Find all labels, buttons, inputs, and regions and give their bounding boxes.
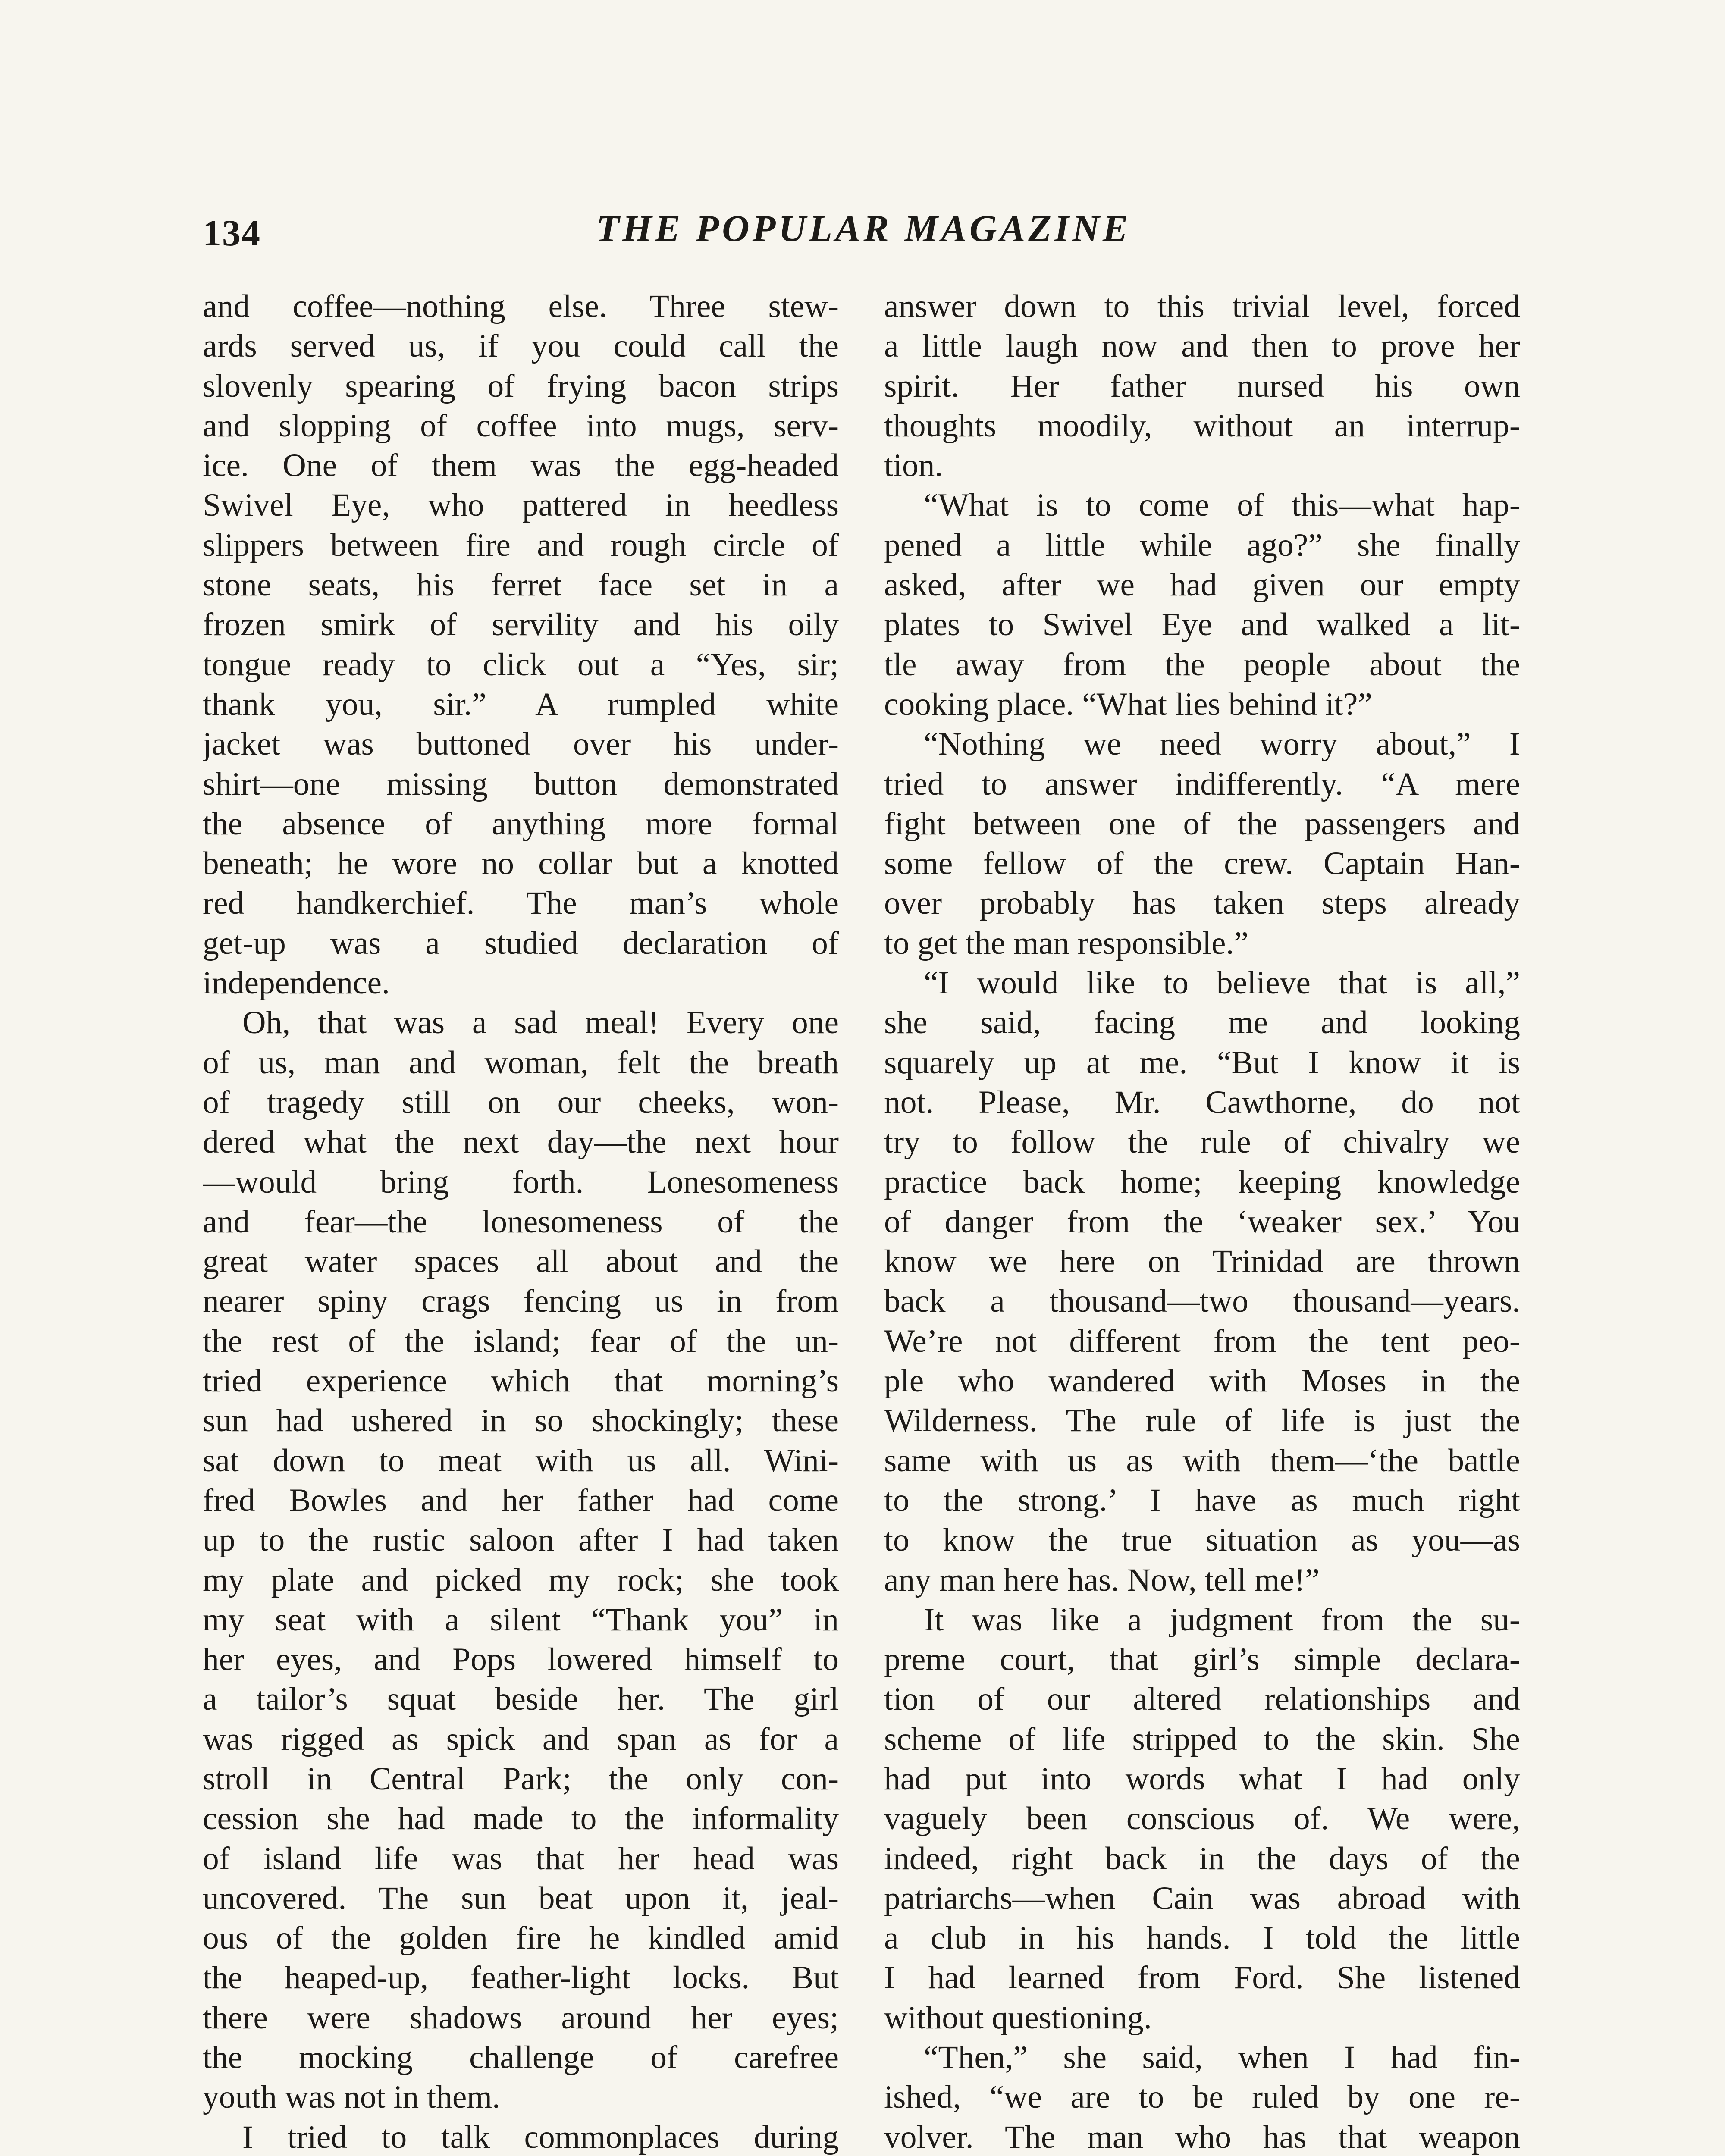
- text-line: and fear—the lonesomeness of the: [203, 1203, 839, 1240]
- text-line: same with us as with them—‘the battle: [884, 1442, 1520, 1479]
- text-line: tried to answer indifferently. “A mere: [884, 766, 1520, 802]
- page-header: [203, 207, 1524, 267]
- text-line: Oh, that was a sad meal! Every one: [242, 1005, 839, 1041]
- text-line: the heaped-up, feather-light locks. But: [203, 1960, 839, 1996]
- text-line: she said, facing me and looking: [884, 1005, 1520, 1041]
- text-line: It was like a judgment from the su-: [924, 1601, 1520, 1638]
- text-line: to know the true situation as you—as: [884, 1522, 1520, 1558]
- text-line: not. Please, Mr. Cawthorne, do not: [884, 1084, 1520, 1120]
- text-line: nearer spiny crags fencing us in from: [203, 1283, 839, 1319]
- text-line: get-up was a studied declaration of: [203, 925, 839, 961]
- text-line: tle away from the people about the: [884, 646, 1520, 683]
- text-line: sat down to meat with us all. Wini-: [203, 1442, 839, 1479]
- text-line: slippers between fire and rough circle of: [203, 527, 839, 563]
- text-line: indeed, right back in the days of the: [884, 1840, 1520, 1877]
- text-column-right: [884, 287, 1520, 2156]
- text-line: answer down to this trivial level, forced: [884, 288, 1520, 324]
- text-line: stroll in Central Park; the only con-: [203, 1761, 839, 1797]
- text-line: red handkerchief. The man’s whole: [203, 885, 839, 921]
- text-line: ple who wandered with Moses in the: [884, 1363, 1520, 1399]
- text-line: tried experience which that morning’s: [203, 1363, 839, 1399]
- text-line: preme court, that girl’s simple declara-: [884, 1642, 1520, 1678]
- text-line: tion.: [884, 448, 943, 484]
- text-line: ished, “we are to be ruled by one re-: [884, 2079, 1520, 2115]
- text-line: jacket was buttoned over his under-: [203, 726, 839, 762]
- text-line: back a thousand—two thousand—years.: [884, 1283, 1520, 1319]
- text-line: beneath; he wore no collar but a knotted: [203, 846, 839, 882]
- text-line: pened a little while ago?” she finally: [884, 527, 1520, 563]
- text-line: her eyes, and Pops lowered himself to: [203, 1642, 839, 1678]
- text-line: cooking place. “What lies behind it?”: [884, 686, 1373, 722]
- text-line: Swivel Eye, who pattered in heedless: [203, 487, 839, 523]
- text-line: volver. The man who has that weapon: [884, 2119, 1520, 2155]
- text-line: cession she had made to the informality: [203, 1801, 839, 1837]
- running-head: THE POPULAR MAGAZINE: [596, 208, 1131, 250]
- text-line: a tailor’s squat beside her. The girl: [203, 1681, 839, 1717]
- text-line: and slopping of coffee into mugs, serv-: [203, 407, 839, 444]
- text-line: the absence of anything more formal: [203, 805, 839, 842]
- text-line: there were shadows around her eyes;: [203, 1999, 839, 2036]
- text-line: spirit. Her father nursed his own: [884, 368, 1520, 404]
- text-line: and coffee—nothing else. Three stew-: [203, 288, 839, 324]
- text-line: shirt—one missing button demonstrated: [203, 766, 839, 802]
- text-line: of us, man and woman, felt the breath: [203, 1044, 839, 1081]
- text-line: tion of our altered relationships and: [884, 1681, 1520, 1717]
- text-line: dered what the next day—the next hour: [203, 1124, 839, 1160]
- text-line: Wilderness. The rule of life is just the: [884, 1403, 1520, 1439]
- text-line: of danger from the ‘weaker sex.’ You: [884, 1203, 1520, 1240]
- text-line: tongue ready to click out a “Yes, sir;: [203, 646, 839, 683]
- text-line: ice. One of them was the egg-headed: [203, 448, 839, 484]
- text-line: know we here on Trinidad are thrown: [884, 1244, 1520, 1280]
- text-line: of island life was that her head was: [203, 1840, 839, 1877]
- text-line: ous of the golden fire he kindled amid: [203, 1920, 839, 1956]
- text-line: to the strong.’ I have as much right: [884, 1482, 1520, 1518]
- text-line: up to the rustic saloon after I had taken: [203, 1522, 839, 1558]
- text-line: my seat with a silent “Thank you” in: [203, 1601, 839, 1638]
- text-line: fred Bowles and her father had come: [203, 1482, 839, 1518]
- text-line: over probably has taken steps already: [884, 885, 1520, 921]
- text-line: “What is to come of this—what hap-: [924, 487, 1520, 523]
- text-line: vaguely been conscious of. We were,: [884, 1801, 1520, 1837]
- text-line: ards served us, if you could call the: [203, 328, 839, 364]
- text-line: I had learned from Ford. She listened: [884, 1960, 1520, 1996]
- text-line: I tried to talk commonplaces during: [242, 2119, 839, 2155]
- text-line: youth was not in them.: [203, 2079, 500, 2115]
- text-line: stone seats, his ferret face set in a: [203, 567, 839, 603]
- text-line: sun had ushered in so shockingly; these: [203, 1403, 839, 1439]
- text-line: We’re not different from the tent peo-: [884, 1323, 1520, 1359]
- text-line: —would bring forth. Lonesomeness: [203, 1164, 839, 1200]
- text-line: a club in his hands. I told the little: [884, 1920, 1520, 1956]
- text-line: thoughts moodily, without an interrup-: [884, 407, 1520, 444]
- text-line: independence.: [203, 965, 390, 1001]
- text-line: thank you, sir.” A rumpled white: [203, 686, 839, 722]
- text-line: “Nothing we need worry about,” I: [924, 726, 1520, 762]
- text-line: to get the man responsible.”: [884, 925, 1248, 961]
- text-column-left: [203, 287, 839, 2156]
- text-line: “I would like to believe that is all,”: [924, 965, 1520, 1001]
- text-line: the rest of the island; fear of the un-: [203, 1323, 839, 1359]
- text-line: slovenly spearing of frying bacon strips: [203, 368, 839, 404]
- text-line: asked, after we had given our empty: [884, 567, 1520, 603]
- text-line: scheme of life stripped to the skin. She: [884, 1721, 1520, 1757]
- text-line: uncovered. The sun beat upon it, jeal-: [203, 1880, 839, 1916]
- text-line: plates to Swivel Eye and walked a lit-: [884, 607, 1520, 643]
- text-line: great water spaces all about and the: [203, 1244, 839, 1280]
- text-line: a little laugh now and then to prove her: [884, 328, 1520, 364]
- text-line: of tragedy still on our cheeks, won-: [203, 1084, 839, 1120]
- text-line: any man here has. Now, tell me!”: [884, 1562, 1320, 1598]
- text-line: “Then,” she said, when I had fin-: [924, 2040, 1520, 2076]
- text-line: the mocking challenge of carefree: [203, 2040, 839, 2076]
- text-line: squarely up at me. “But I know it is: [884, 1044, 1520, 1081]
- text-line: my plate and picked my rock; she took: [203, 1562, 839, 1598]
- text-line: frozen smirk of servility and his oily: [203, 607, 839, 643]
- text-line: patriarchs—when Cain was abroad with: [884, 1880, 1520, 1916]
- text-line: try to follow the rule of chivalry we: [884, 1124, 1520, 1160]
- text-line: had put into words what I had only: [884, 1761, 1520, 1797]
- text-line: without questioning.: [884, 1999, 1152, 2036]
- text-line: some fellow of the crew. Captain Han-: [884, 846, 1520, 882]
- text-line: fight between one of the passengers and: [884, 805, 1520, 842]
- text-line: was rigged as spick and span as for a: [203, 1721, 839, 1757]
- page-number: 134: [203, 212, 261, 254]
- text-line: practice back home; keeping knowledge: [884, 1164, 1520, 1200]
